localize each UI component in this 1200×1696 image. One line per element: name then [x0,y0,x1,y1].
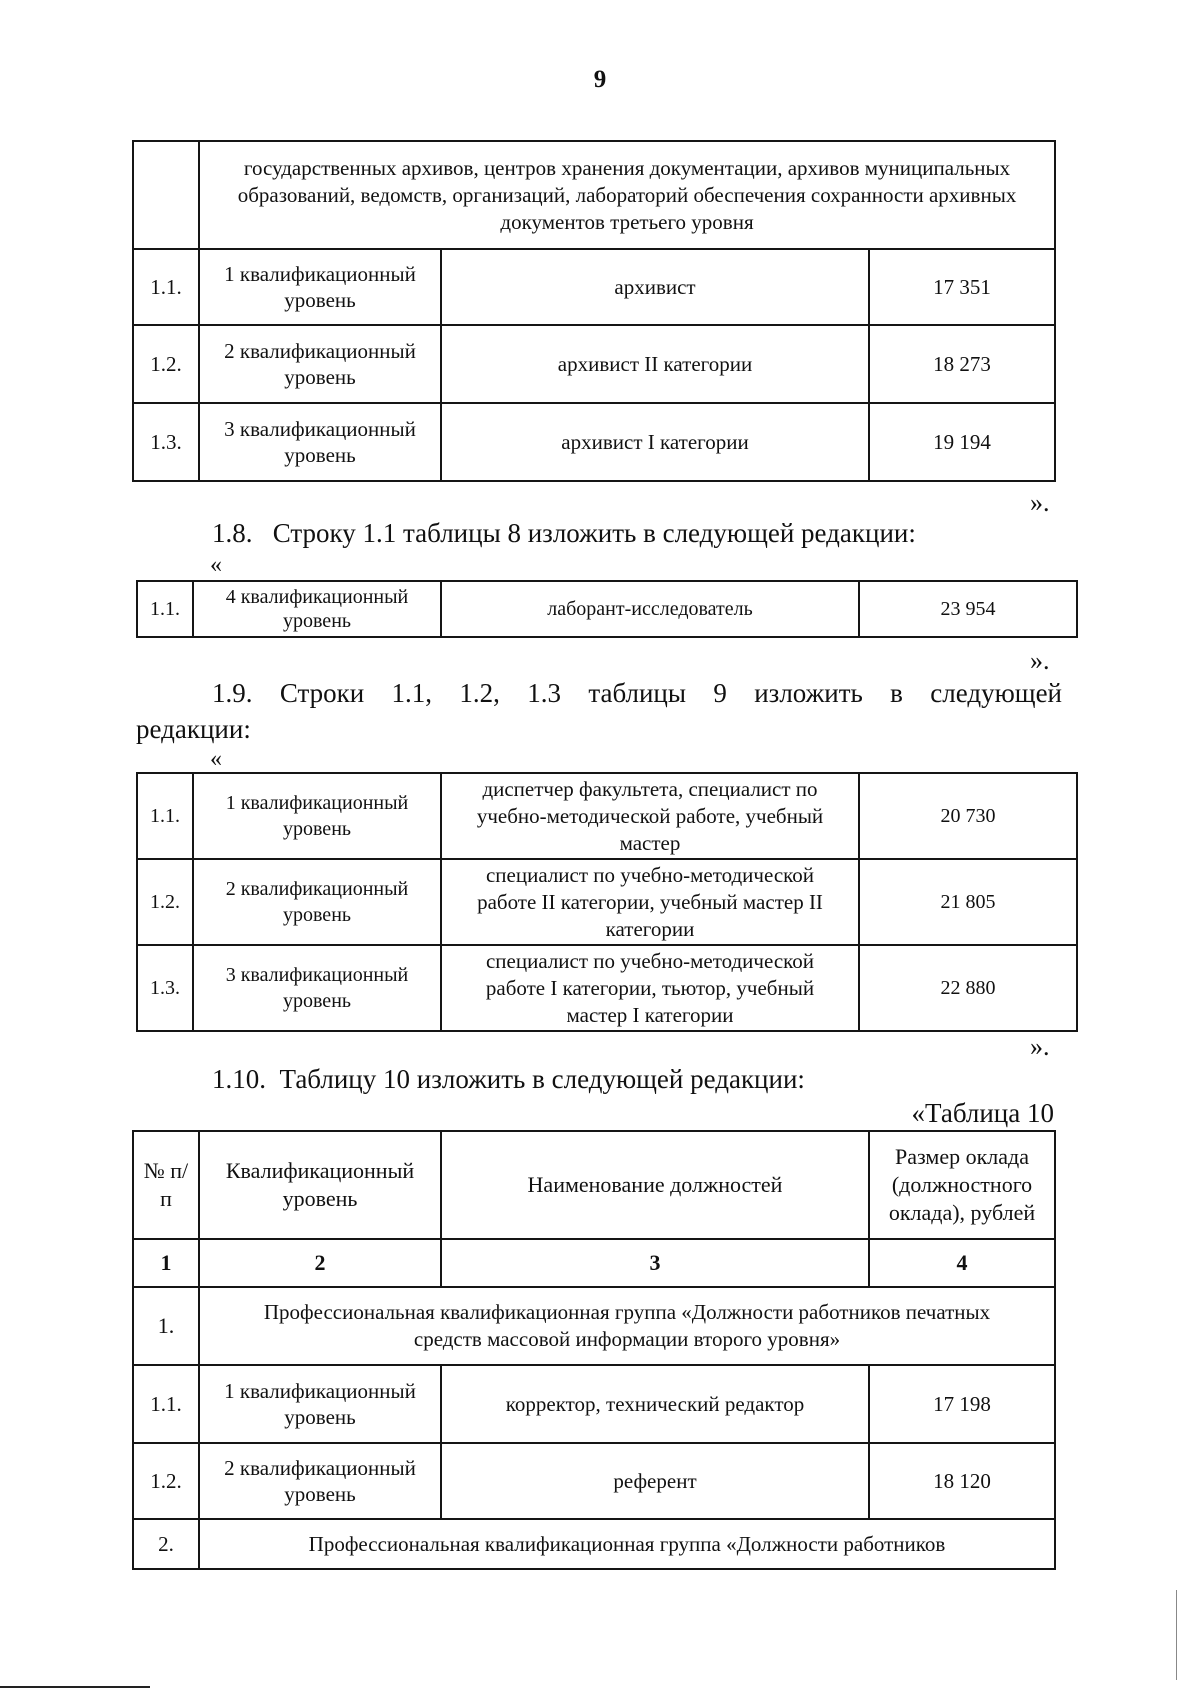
header-number: № п/п [133,1131,199,1239]
position-name: специалист по учебно-методической работе I категории, тьютор, учебный мастер I категории [441,945,859,1031]
column-number: 4 [869,1239,1055,1287]
table-9-continuation [132,140,1056,482]
salary-value: 19 194 [869,403,1055,481]
scan-edge-mark [1176,1590,1177,1680]
closing-quote: ». [1030,646,1050,675]
header-position: Наименование должностей [441,1131,869,1239]
qualification-level: 2 квалификационный уровень [199,325,441,403]
table-row [137,581,1077,637]
table-8-row [136,580,1078,638]
qualification-level: 1 квалификационный уровень [199,249,441,325]
paragraph-1-10: 1.10. Таблицу 10 изложить в следующей редакции: [212,1064,805,1094]
row-number: 1.2. [133,1443,199,1519]
table-cell-empty [133,141,199,249]
salary-value: 23 954 [859,581,1077,637]
position-name: корректор, технический редактор [441,1365,869,1443]
row-number: 1. [133,1287,199,1365]
position-name: архивист I категории [441,403,869,481]
row-number: 1.2. [133,325,199,403]
position-name: референт [441,1443,869,1519]
position-name: диспетчер факультета, специалист по учебно-методической работе, учебный мастер [441,773,859,859]
row-number: 1.3. [133,403,199,481]
qualification-level: 2 квалификационный уровень [199,1443,441,1519]
salary-value: 22 880 [859,945,1077,1031]
salary-value: 18 120 [869,1443,1055,1519]
table-caption: «Таблица 10 [911,1098,1054,1128]
closing-quote: ». [1030,488,1050,517]
column-number-row [133,1239,1055,1287]
salary-value: 21 805 [859,859,1077,945]
paragraph-1-8: 1.8. Строку 1.1 таблицы 8 изложить в следующей редакции: [212,518,916,548]
group-row [133,1519,1055,1569]
table-row [133,249,1055,325]
header-salary: Размер оклада (должностного оклада), рублей [869,1131,1055,1239]
table-9-rows [136,772,1078,1032]
qualification-level: 1 квалификационный уровень [199,1365,441,1443]
salary-value: 20 730 [859,773,1077,859]
salary-value: 17 351 [869,249,1055,325]
table-row [133,1365,1055,1443]
table-row [133,1443,1055,1519]
qualification-level: 3 квалификационный уровень [193,945,441,1031]
row-number: 2. [133,1519,199,1569]
row-number: 1.2. [137,859,193,945]
position-name: архивист II категории [441,325,869,403]
paragraph-1-9-line1: 1.9. Строки 1.1, 1.2, 1.3 таблицы 9 изложить в следующей [212,678,1062,708]
table-row [133,325,1055,403]
qualification-level: 3 квалификационный уровень [199,403,441,481]
page-number: 9 [593,66,607,93]
row-number: 1.1. [133,1365,199,1443]
table-header-row [133,1131,1055,1239]
position-name: специалист по учебно-методической работе II категории, учебный мастер II категории [441,859,859,945]
column-number: 1 [133,1239,199,1287]
paragraph-1-9-line2: редакции: [136,714,251,744]
salary-value: 17 198 [869,1365,1055,1443]
table-row [137,773,1077,859]
row-number: 1.1. [137,581,193,637]
salary-value: 18 273 [869,325,1055,403]
position-name: лаборант-исследователь [441,581,859,637]
qualification-level: 1 квалификационный уровень [193,773,441,859]
group-header: государственных архивов, центров хранения документации, архивов муниципальных образований, ведомств, организаций, лабораторий обеспечения сохранности архивных документов третьего уровня [199,141,1055,249]
row-number: 1.1. [137,773,193,859]
column-number: 2 [199,1239,441,1287]
column-number: 3 [441,1239,869,1287]
opening-quote: « [210,746,222,772]
qualification-level: 2 квалификационный уровень [193,859,441,945]
table-row [137,859,1077,945]
table-10 [132,1130,1056,1570]
qualification-level: 4 квалификационный уровень [193,581,441,637]
group-row [133,1287,1055,1365]
row-number: 1.1. [133,249,199,325]
header-level: Квалификационный уровень [199,1131,441,1239]
table-row [137,945,1077,1031]
group-title: Профессиональная квалификационная группа «Должности работников [199,1519,1055,1569]
closing-quote: ». [1030,1032,1050,1061]
position-name: архивист [441,249,869,325]
group-title: Профессиональная квалификационная группа «Должности работников печатных средств массовой информации второго уровня» [199,1287,1055,1365]
row-number: 1.3. [137,945,193,1031]
table-row [133,403,1055,481]
scan-edge-line [0,1686,150,1688]
opening-quote: « [210,552,222,578]
